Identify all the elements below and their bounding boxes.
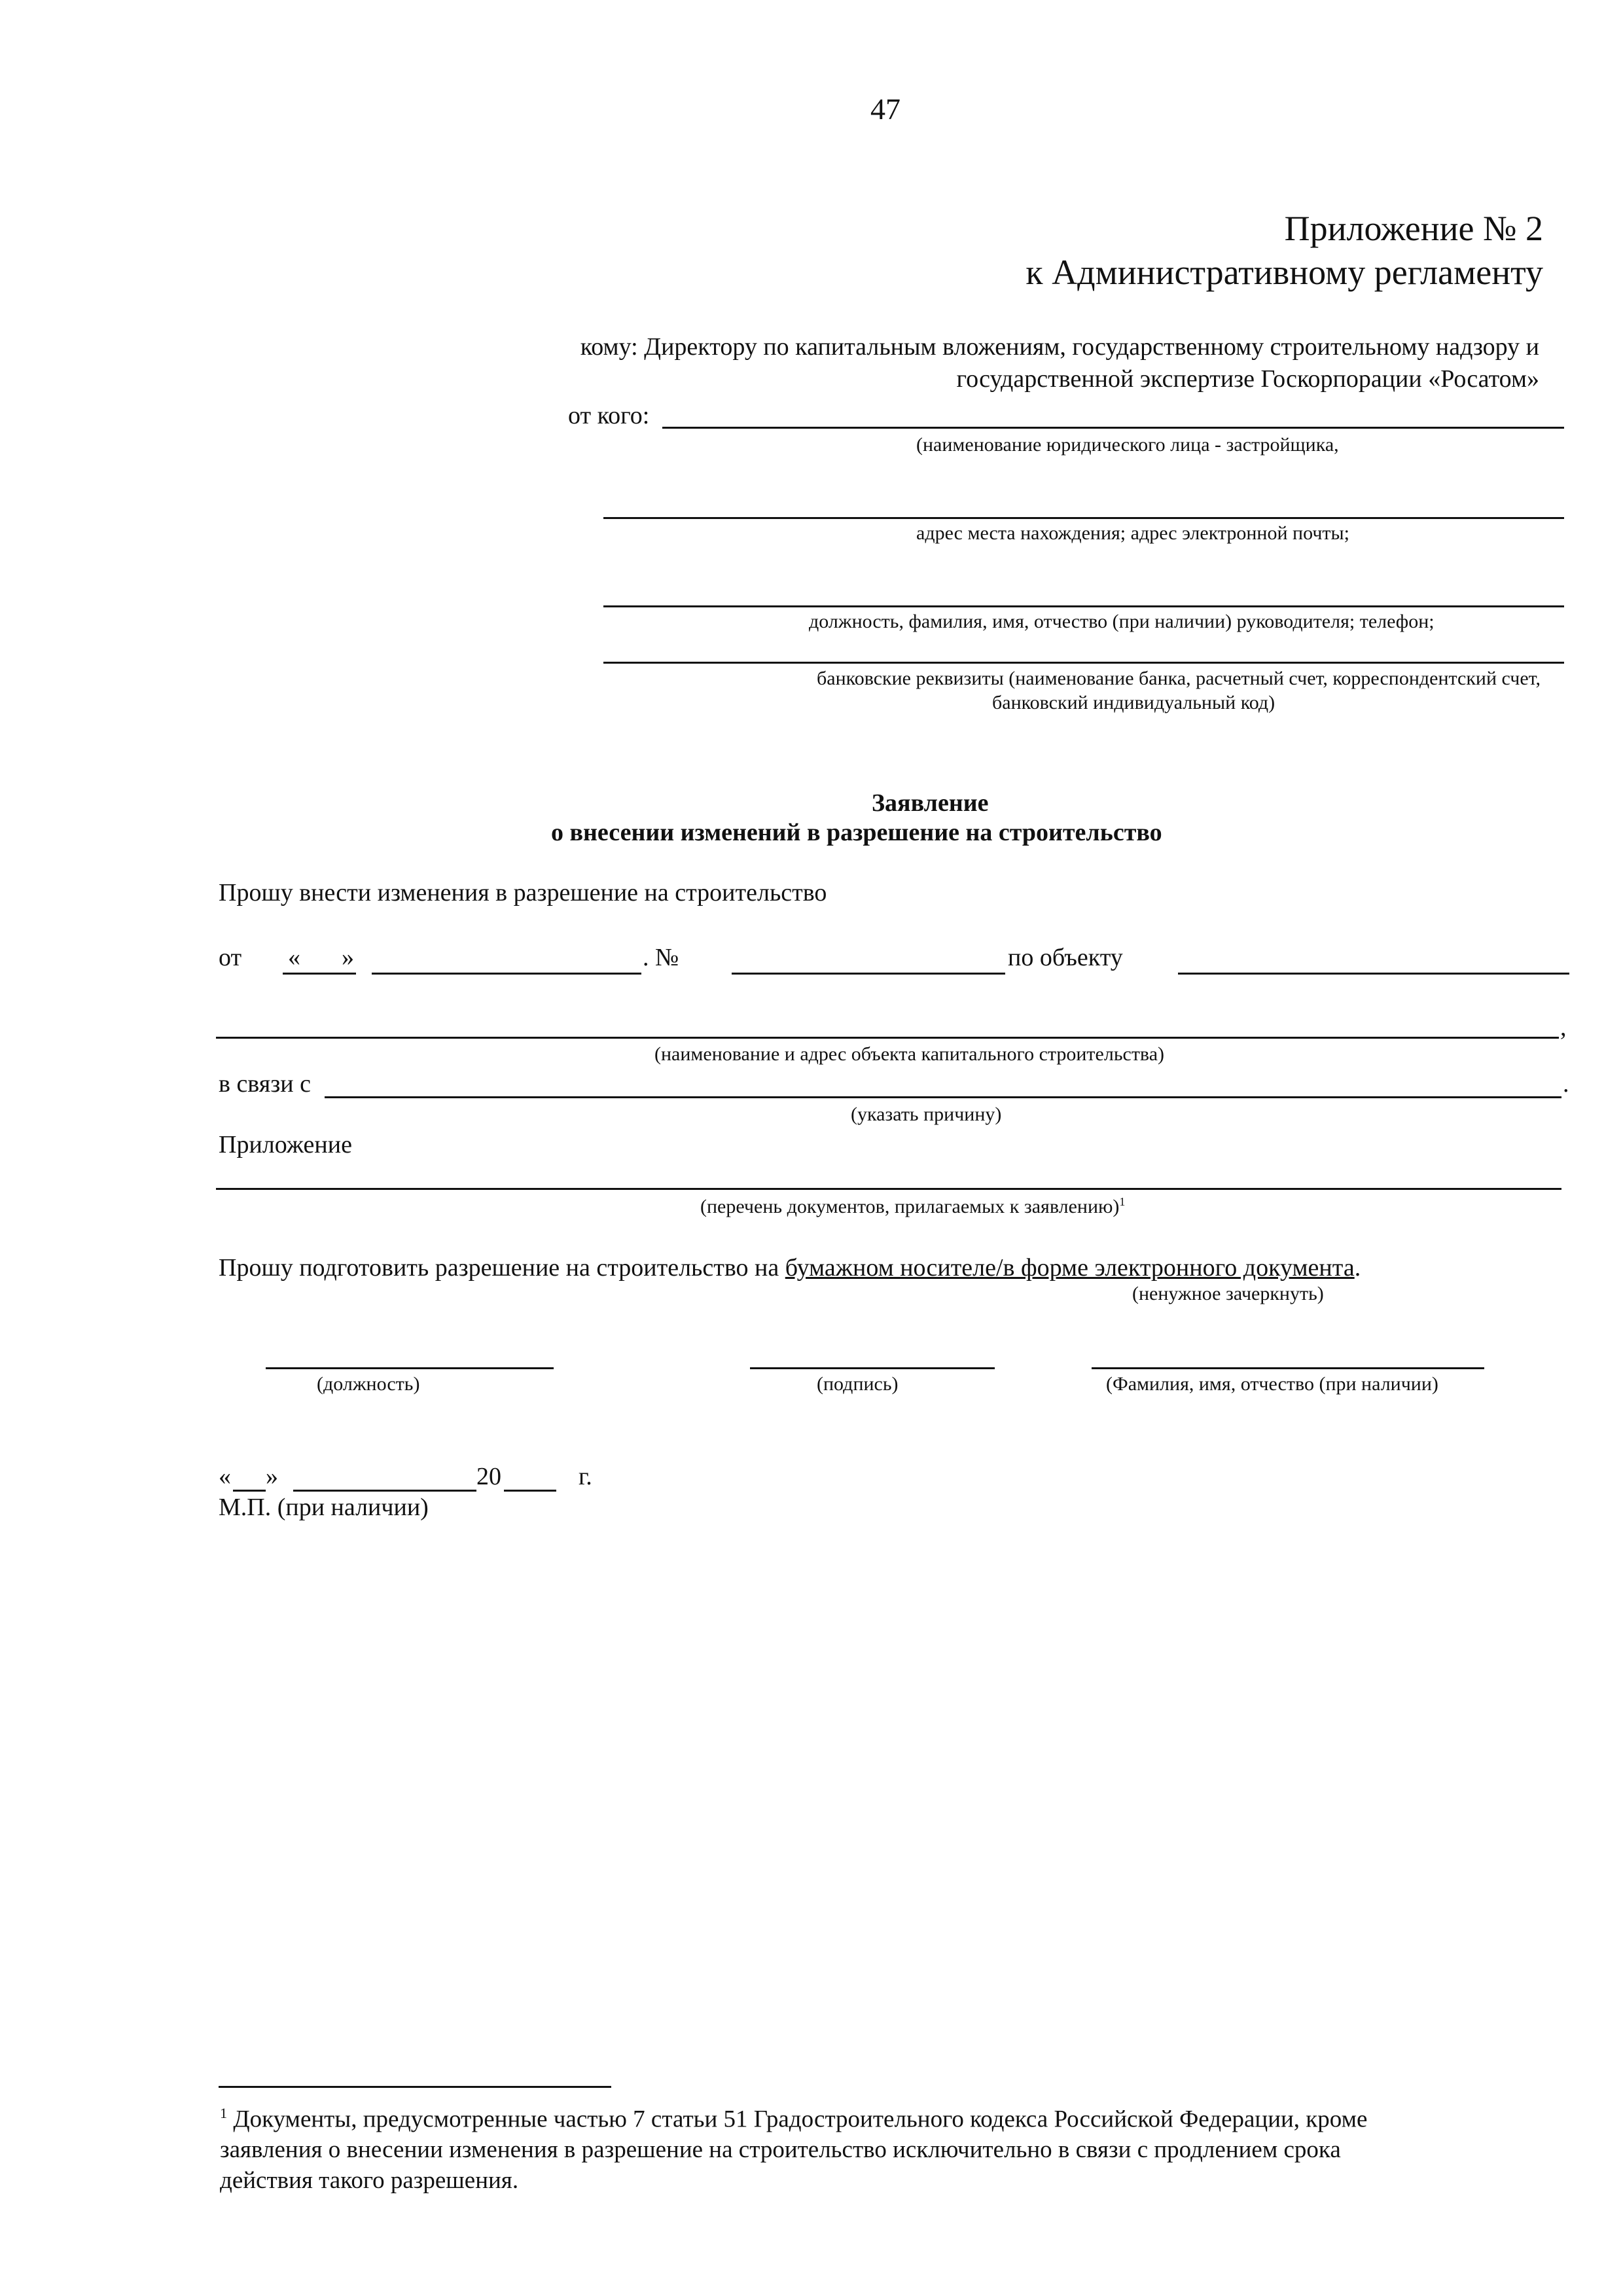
- caption-head: должность, фамилия, имя, отчество (при наличии) руководителя; телефон;: [809, 611, 1435, 632]
- regulation-title: к Административному регламенту: [1026, 253, 1543, 292]
- date-month-year-line[interactable]: [372, 973, 641, 975]
- due-to-label: в связи с: [219, 1070, 311, 1098]
- sign-year-prefix: 20: [476, 1463, 501, 1490]
- caption-documents: [700, 1195, 1125, 1218]
- footnote-line-2: заявления о внесении изменения в разрешение на строительство исключительно в связи с продлением срока: [220, 2136, 1341, 2163]
- footnote-line-3: действия такого разрешения.: [220, 2167, 519, 2194]
- sign-year-suffix: г.: [579, 1463, 592, 1490]
- caption-strike: (ненужное зачеркнуть): [1132, 1283, 1324, 1304]
- caption-bank-line-1: банковские реквизиты (наименование банка, расчетный счет, корреспондентский счет,: [817, 668, 1541, 689]
- permit-number-line[interactable]: [732, 973, 1005, 975]
- addressee-line-2: государственной экспертизе Госкорпорации «Росатом»: [956, 365, 1539, 393]
- sign-date-quote-open: «: [219, 1463, 231, 1490]
- prepare-prefix: Прошу подготовить разрешение на строительство на: [219, 1254, 785, 1282]
- by-object-label: по объекту: [1008, 944, 1123, 971]
- footnote-text-1: Документы, предусмотренные частью 7 статьи 51 Градостроительного кодекса Российской Федерации, кроме: [227, 2106, 1368, 2133]
- seal-label: М.П. (при наличии): [219, 1494, 429, 1521]
- footnote-separator: [219, 2086, 611, 2088]
- sign-date-day-line[interactable]: [233, 1490, 266, 1492]
- caption-reason: (указать причину): [851, 1103, 1002, 1125]
- attachment-label: Приложение: [219, 1131, 352, 1158]
- from-word: от: [219, 944, 242, 971]
- sign-year-line[interactable]: [504, 1490, 556, 1492]
- bank-field-line[interactable]: [603, 662, 1564, 664]
- from-label: от кого:: [568, 402, 650, 429]
- caption-object: (наименование и адрес объекта капитального строительства): [654, 1043, 1165, 1065]
- reason-line[interactable]: [325, 1096, 1561, 1098]
- addressee-line-1: кому: Директору по капитальным вложениям, государственному строительному надзору и: [580, 333, 1539, 361]
- caption-bank-line-2: банковский индивидуальный код): [992, 692, 1275, 713]
- appendix-title: Приложение № 2: [1284, 209, 1543, 248]
- caption-address: адрес места нахождения; адрес электронной почты;: [916, 522, 1350, 544]
- date-day-line[interactable]: [283, 973, 356, 975]
- page-number: 47: [870, 92, 901, 126]
- sign-date-month-line[interactable]: [293, 1490, 476, 1492]
- caption-position: (должность): [317, 1373, 420, 1395]
- address-field-line[interactable]: [603, 517, 1564, 519]
- footnote-line-1: [220, 2105, 1367, 2133]
- caption-full-name: (Фамилия, имя, отчество (при наличии): [1106, 1373, 1438, 1395]
- caption-legal-entity: (наименование юридического лица - застройщика,: [916, 434, 1339, 456]
- caption-signature: (подпись): [817, 1373, 899, 1395]
- number-label: . №: [643, 944, 679, 971]
- date-quote-open: «: [288, 944, 300, 971]
- sign-date-quote-close: »: [266, 1463, 278, 1490]
- reason-line-period: .: [1563, 1070, 1569, 1098]
- object-short-line[interactable]: [1178, 973, 1569, 975]
- footnote-reference: 1: [1119, 1195, 1126, 1208]
- prepare-request: [219, 1253, 1361, 1282]
- footnote-marker: 1: [220, 2105, 228, 2121]
- caption-documents-text: (перечень документов, прилагаемых к заявлению): [700, 1196, 1120, 1217]
- prepare-options[interactable]: бумажном носителе/в форме электронного документа: [785, 1254, 1355, 1282]
- date-quote-close: »: [342, 944, 354, 971]
- head-field-line[interactable]: [603, 605, 1564, 607]
- from-field-line[interactable]: [662, 427, 1564, 429]
- statement-subtitle: о внесении изменений в разрешение на строительство: [551, 819, 1162, 846]
- object-name-line[interactable]: [216, 1037, 1559, 1039]
- attachment-line[interactable]: [216, 1188, 1561, 1190]
- position-line[interactable]: [266, 1367, 554, 1369]
- full-name-line[interactable]: [1092, 1367, 1484, 1369]
- statement-title: Заявление: [872, 789, 989, 817]
- signature-line[interactable]: [750, 1367, 995, 1369]
- request-text: Прошу внести изменения в разрешение на строительство: [219, 879, 827, 906]
- object-line-comma: ,: [1560, 1014, 1567, 1041]
- prepare-suffix: .: [1354, 1254, 1361, 1282]
